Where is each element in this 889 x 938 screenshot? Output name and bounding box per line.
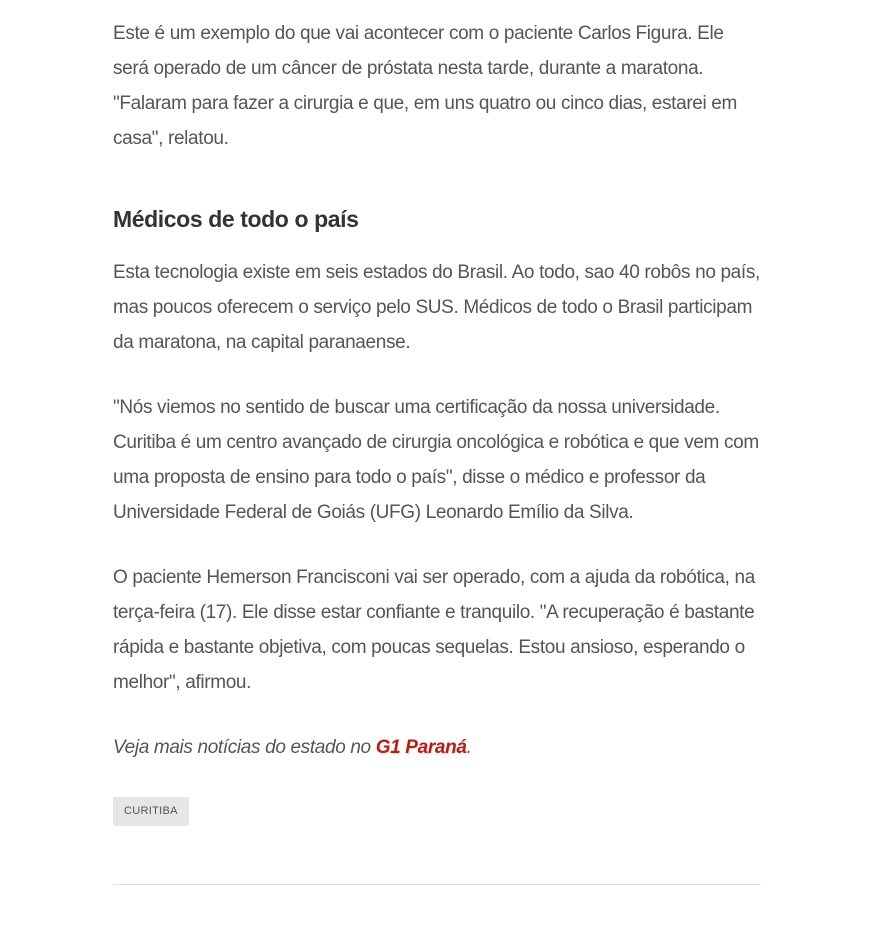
article-paragraph-3: "Nós viemos no sentido de buscar uma certificação da nossa universidade. Curitiba é um centro avançado de cirurgia oncológica e robótica e que vem com uma proposta de ensino para todo o país", disse o médico e professor da Universidade Federal de Goiás (UFG) Leonardo Emílio da Silva.: [113, 397, 759, 523]
bottom-divider: [113, 884, 761, 885]
more-news-line: [113, 730, 761, 765]
tag-list: [113, 797, 761, 827]
more-news-prefix: Veja mais notícias do estado no: [113, 737, 376, 758]
g1-parana-link[interactable]: G1 Paraná: [375, 737, 467, 758]
article-paragraph-4: O paciente Hemerson Francisconi vai ser operado, com a ajuda da robótica, na terça-feira (17). Ele disse estar confiante e tranquilo. "A recuperação é bastante rápida e bastante objetiva, com poucas sequelas. Estou ansioso, esperando o melhor", afirmou.: [113, 567, 755, 693]
section-heading: Médicos de todo o país: [113, 206, 359, 232]
tag-curitiba[interactable]: CURITIBA: [113, 797, 189, 826]
article-body: [113, 16, 761, 827]
article-paragraph-1: Este é um exemplo do que vai acontecer com o paciente Carlos Figura. Ele será operado de um câncer de próstata nesta tarde, durante a maratona. "Falaram para fazer a cirurgia e que, em uns quatro ou cinco dias, estarei em casa", relatou.: [113, 23, 738, 149]
more-news-suffix: .: [466, 737, 472, 758]
article-paragraph-2: Esta tecnologia existe em seis estados do Brasil. Ao todo, sao 40 robôs no país, mas poucos oferecem o serviço pelo SUS. Médicos de todo o Brasil participam da maratona, na capital paranaense.: [113, 262, 760, 353]
